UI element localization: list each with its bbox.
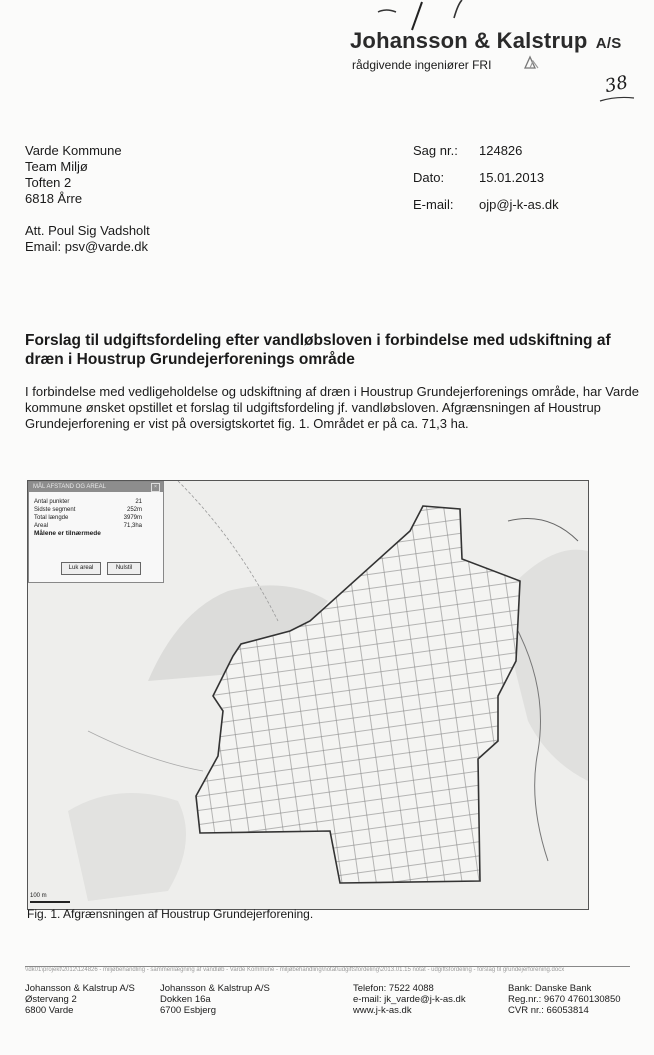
attention-name: Att. Poul Sig Vadsholt [25, 223, 150, 238]
recipient-line: Toften 2 [25, 175, 72, 190]
email-label: E-mail: [413, 197, 454, 212]
recipient-address [25, 143, 122, 207]
measure-row: Sidste segment 252m [34, 507, 142, 513]
measure-dialog [28, 481, 164, 583]
body-paragraph: I forbindelse med vedligeholdelse og udskiftning af dræn i Houstrup Grundejerforenings område, har Varde kommune ønsket opstillet et forslag til udgiftsfordeling jf. vandløbsloven. Afgrænsningen af Houstrup Grundejerforening er vist på oversigtskortet fig. 1. Området er på ca. 71,3 ha. [25, 384, 640, 431]
recipient-line: Team Miljø [25, 159, 88, 174]
measure-note: Målene er tilnærmede [34, 530, 101, 537]
page-number-underline [598, 94, 638, 104]
reset-button[interactable]: Nulstil [107, 562, 141, 575]
recipient-line: 6818 Årre [25, 191, 83, 206]
fri-logo-icon [523, 55, 539, 69]
footer-bank: Bank: Danske Bank Reg.nr.: 9670 4760130850 CVR nr.: 66053814 [508, 983, 621, 1016]
close-area-button[interactable]: Luk areal [61, 562, 101, 575]
letter-heading: Forslag til udgiftsfordeling efter vandløbsloven i forbindelse med udskiftning af dræn i Houstrup Grundejerforenings område [25, 332, 611, 368]
attention-block [25, 223, 150, 255]
figure-caption: Fig. 1. Afgrænsningen af Houstrup Grundejerforening. [27, 907, 314, 921]
measure-row: Total længde 3979m [34, 515, 142, 521]
case-value: 124826 [479, 143, 523, 158]
measure-dialog-title: MÅL AFSTAND OG AREAL × [29, 482, 163, 492]
case-label: Sag nr.: [413, 143, 458, 158]
company-subtitle: rådgivende ingeniører FRI [352, 58, 492, 72]
measure-row: Areal 71,3ha [34, 523, 142, 529]
attention-email: Email: psv@varde.dk [25, 239, 149, 254]
company-name: Johansson & Kalstrup A/S [350, 28, 622, 53]
measure-rows [34, 498, 142, 538]
footer-office-esbjerg: Johansson & Kalstrup A/S Dokken 16a 6700 Esbjerg [160, 983, 270, 1016]
overview-map [27, 480, 589, 910]
measure-row: Antal punkter 21 [34, 499, 142, 505]
dialog-close-icon[interactable]: × [151, 483, 160, 492]
scale-bar: 100 m [30, 893, 70, 903]
date-value: 15.01.2013 [479, 170, 545, 185]
footer-office-varde: Johansson & Kalstrup A/S Østervang 2 6800 Varde [25, 983, 135, 1016]
recipient-line: Varde Kommune [25, 143, 122, 158]
email-value: ojp@j-k-as.dk [479, 197, 559, 212]
footer-file-path: \\dk01\projekt\2012\124826 - miljøbehandling - sammenlægning af vandløb - Varde Kommune - miljøbehandling\notat\udgiftsfordeling\2013.01.15 notat - udgiftsfordeling - forslag til grundejerforening.docx [25, 967, 565, 973]
footer-contact: Telefon: 7522 4088 e-mail: jk_varde@j-k-as.dk www.j-k-as.dk [353, 983, 466, 1016]
date-label: Dato: [413, 170, 445, 185]
handwritten-page-number: 38 [603, 71, 630, 98]
